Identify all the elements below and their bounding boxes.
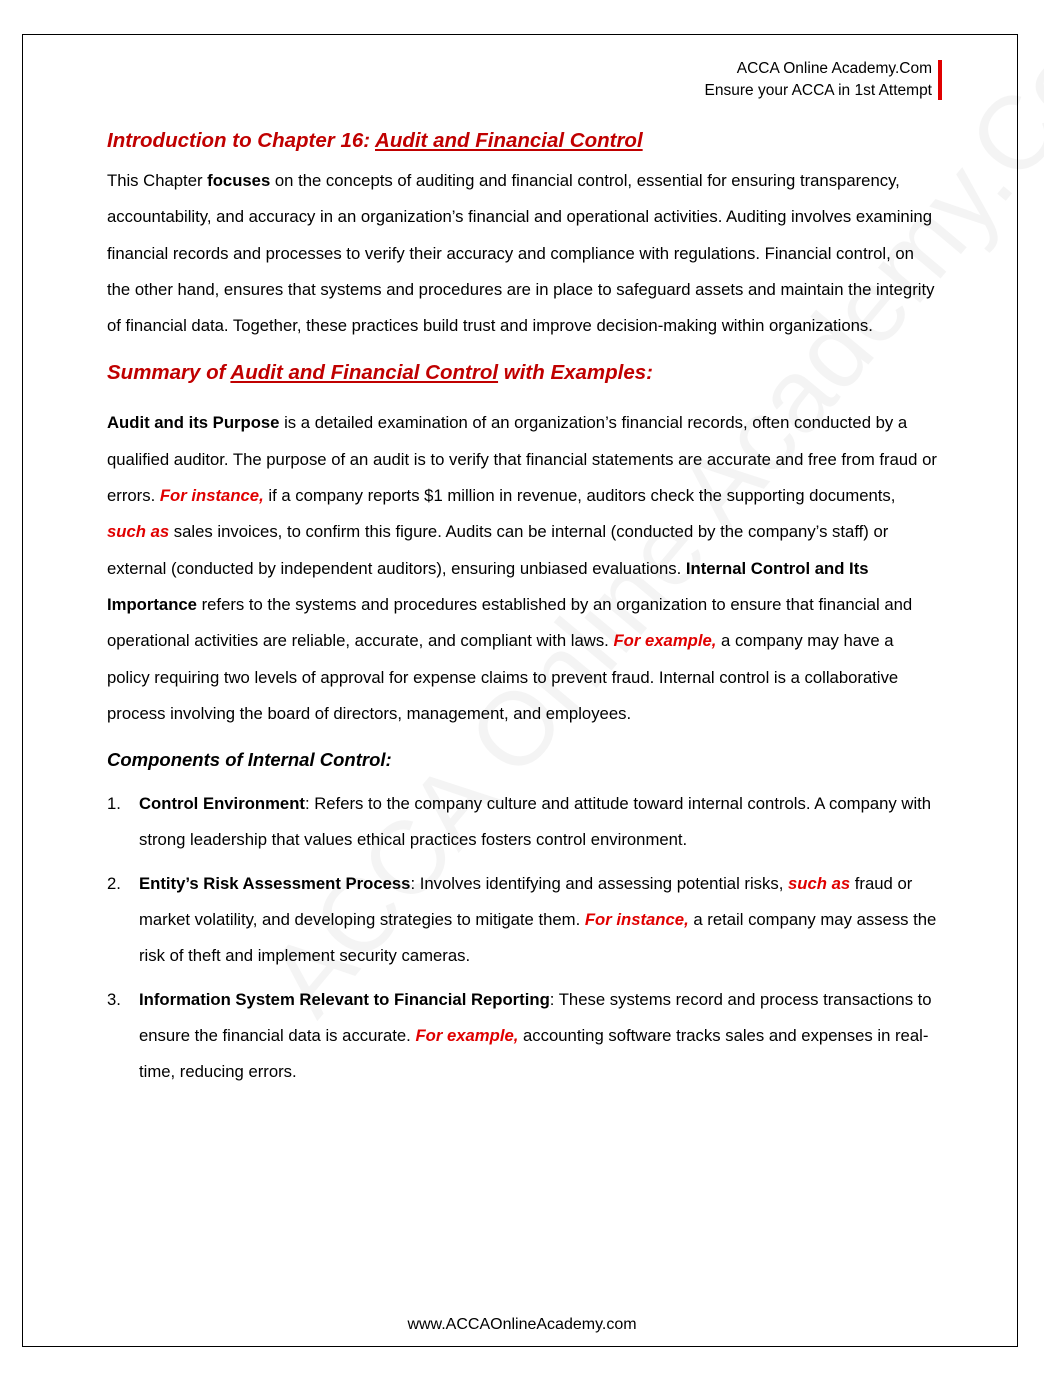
summary-heading-prefix: Summary of bbox=[107, 361, 231, 385]
intro-heading-topic: Audit and Financial Control bbox=[375, 129, 643, 152]
list-item-title: Information System Relevant to Financial Reporting bbox=[139, 989, 550, 1009]
example-marker: such as bbox=[788, 873, 851, 893]
page-footer: www.ACCAOnlineAcademy.com bbox=[407, 1316, 637, 1333]
list-item-text: accounting software tracks sales and expenses in real-time, reducing errors. bbox=[139, 1025, 929, 1082]
example-marker: For example, bbox=[415, 1025, 519, 1045]
header-accent-bar bbox=[938, 60, 942, 100]
list-item-text: : Involves identifying and assessing potential risks, bbox=[410, 873, 788, 893]
summary-text-3: sales invoices, to confirm this figure. Audits can be internal (conducted by the company’s staff) or external (conducted by independent auditors), ensuring unbiased evaluations. bbox=[107, 522, 889, 578]
summary-heading-suffix: with Examples: bbox=[498, 361, 653, 385]
summary-text-2: if a company reports $1 million in revenue, auditors check the supporting documents, bbox=[263, 486, 896, 506]
list-number: 3. bbox=[107, 989, 121, 1009]
summary-text-1: is a detailed examination of an organization’s financial records, often conducted by a qualified auditor. The purpose of an audit is to verify that financial statements are accurate and free from fraud or errors. bbox=[107, 413, 937, 506]
list-item-text: : Refers to the company culture and attitude toward internal controls. A company with strong leadership that values ethical practices fosters control environment. bbox=[139, 794, 932, 850]
intro-text-a: This Chapter bbox=[107, 171, 208, 190]
summary-paragraph bbox=[107, 405, 937, 732]
intro-bold-word: focuses bbox=[207, 171, 271, 190]
example-marker: such as bbox=[107, 522, 170, 542]
summary-text-5: a company may have a policy requiring two levels of approval for expense claims to prevent fraud. Internal control is a collaborative process involving the board of directors, management, and employees. bbox=[107, 631, 899, 723]
intro-paragraph bbox=[107, 163, 937, 344]
example-marker: For example, bbox=[613, 631, 717, 651]
internal-control-term: Internal Control and Its Importance bbox=[107, 558, 869, 614]
intro-text-b: on the concepts of auditing and financial control, essential for ensuring transparency, accountability, and accuracy in an organization’s financial and operational activities. Auditing involves examining financial records and processes to verify their accuracy and compliance with regulations. Financial control, on the other hand, ensures that systems and procedures are in place to safeguard assets and maintain the integrity of financial data. Together, these practices build trust and improve decision-making within organizations. bbox=[107, 171, 935, 336]
list-item-title: Entity’s Risk Assessment Process bbox=[139, 873, 411, 893]
summary-text-4: refers to the systems and procedures established by an organization to ensure that financial and operational activities are reliable, accurate, and compliant with laws. bbox=[107, 594, 913, 651]
page-header bbox=[705, 58, 932, 102]
intro-heading-prefix: Introduction to Chapter 16: bbox=[107, 129, 376, 152]
example-marker: For instance, bbox=[584, 910, 689, 930]
document-body bbox=[107, 126, 937, 1091]
list-item bbox=[107, 982, 937, 1091]
intro-heading bbox=[107, 126, 937, 156]
list-item bbox=[107, 786, 937, 859]
list-number: 2. bbox=[107, 873, 121, 893]
list-item bbox=[107, 866, 937, 975]
components-list bbox=[107, 786, 937, 1090]
header-tagline: Ensure your ACCA in 1st Attempt bbox=[704, 82, 932, 99]
audit-purpose-term: Audit and its Purpose bbox=[107, 413, 280, 433]
example-marker: For instance, bbox=[159, 486, 264, 506]
list-number: 1. bbox=[107, 794, 121, 814]
summary-heading-topic: Audit and Financial Control bbox=[230, 361, 499, 385]
list-item-text: fraud or market volatility, and developing strategies to mitigate them. bbox=[139, 873, 913, 930]
components-heading: Components of Internal Control: bbox=[107, 749, 392, 771]
header-brand: ACCA Online Academy.Com bbox=[736, 60, 932, 77]
list-item-text: : These systems record and process transactions to ensure the financial data is accurate. bbox=[139, 989, 932, 1045]
list-item-title: Control Environment bbox=[139, 794, 305, 814]
summary-heading bbox=[107, 358, 937, 388]
list-item-text: a retail company may assess the risk of theft and implement security cameras. bbox=[139, 910, 937, 966]
